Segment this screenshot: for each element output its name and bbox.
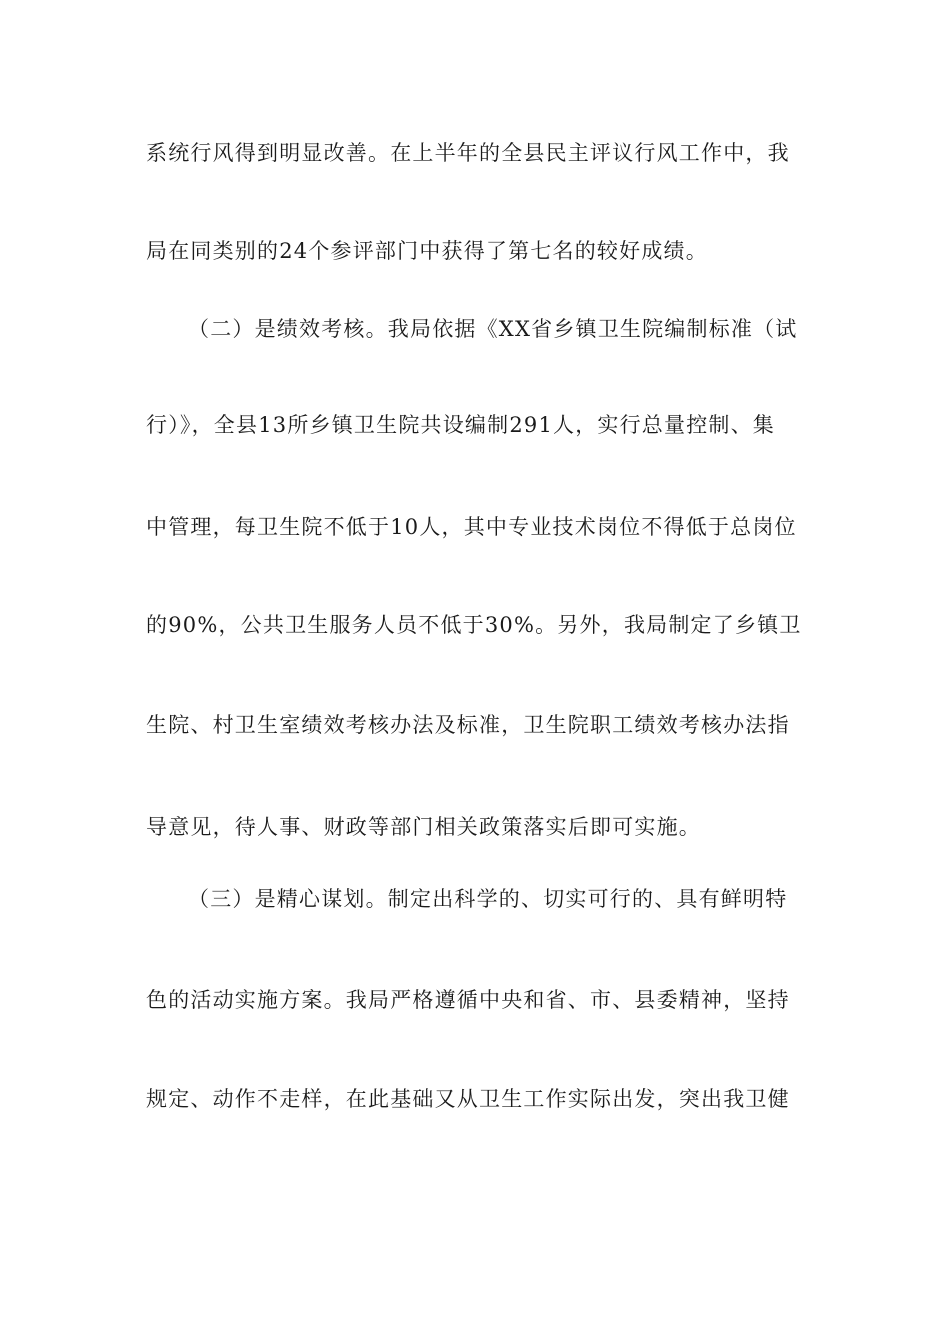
text-line: 行）》，全县13所乡镇卫生院共设编制291人，实行总量控制、集: [146, 413, 776, 437]
text-line: 导意见，待人事、财政等部门相关政策落实后即可实施。: [146, 815, 701, 839]
text-line: 系统行风得到明显改善。在上半年的全县民主评议行风工作中，我: [146, 141, 790, 165]
text-line: 规定、动作不走样，在此基础又从卫生工作实际出发，突出我卫健: [146, 1087, 790, 1111]
paragraph-start-line: （二）是绩效考核。我局依据《XX省乡镇卫生院编制标准（试: [188, 317, 798, 341]
text-line: 的90%，公共卫生服务人员不低于30%。另外，我局制定了乡镇卫: [146, 613, 802, 637]
text-line: 中管理，每卫生院不低于10人，其中专业技术岗位不得低于总岗位: [146, 515, 797, 539]
text-line: 局在同类别的24个参评部门中获得了第七名的较好成绩。: [146, 239, 708, 263]
text-line: 色的活动实施方案。我局严格遵循中央和省、市、县委精神，坚持: [146, 988, 790, 1012]
paragraph-start-line: （三）是精心谋划。制定出科学的、切实可行的、具有鲜明特: [188, 887, 788, 911]
text-line: 生院、村卫生室绩效考核办法及标准，卫生院职工绩效考核办法指: [146, 713, 790, 737]
